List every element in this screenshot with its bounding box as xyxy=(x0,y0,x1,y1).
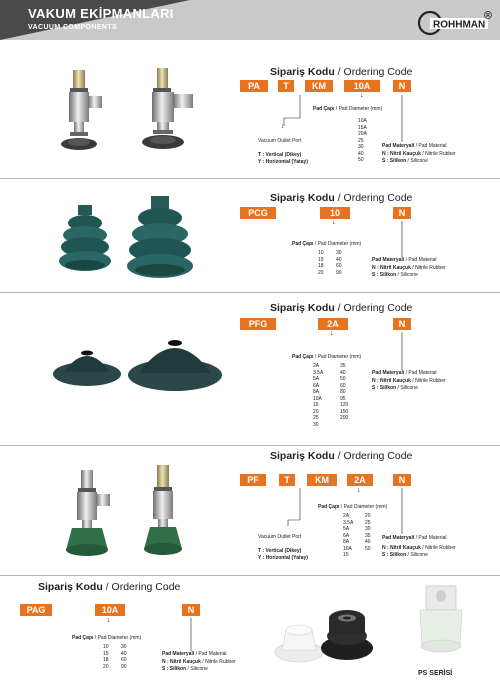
pad-diameter-label: Pad Çapı / Pad Diameter (mm) xyxy=(313,106,383,112)
pad-diameter-label: Pad Çapı / Pad Diameter (mm) xyxy=(292,241,362,247)
arrow-down-icon: ↓ xyxy=(357,487,361,494)
ordering-code-title: Sipariş Kodu / Ordering Code xyxy=(38,581,181,593)
code-box-pad-size: 2A xyxy=(318,318,348,330)
pad-material-nitrile: N : Nitril Kauçuk / Nitrile Rubber xyxy=(162,659,236,665)
pad-material-silicone: S : Silikon / Silicone xyxy=(382,158,428,164)
arrow-down-icon: ↓ xyxy=(332,219,336,226)
ordering-code-title: Sipariş Kodu / Ordering Code xyxy=(270,302,413,314)
pad-size-col-2: 30 40 60 90 xyxy=(121,644,127,670)
port-horizontal: Y : Horizontal (Yatay) xyxy=(258,159,308,165)
pad-diameter-label: Pad Çapı / Pad Diameter (mm) xyxy=(318,504,388,510)
pad-material-title: Pad Materyali / Pad Material xyxy=(162,651,227,657)
code-box-pad-material: N xyxy=(393,207,411,219)
code-box-port: T xyxy=(279,474,295,486)
pad-material-nitrile: N : Nitril Kauçuk / Nitrile Rubber xyxy=(372,265,446,271)
pad-size-col-1: 2A 3.5A 5A 6A 8A 10A 15 xyxy=(343,513,354,558)
pad-material-title: Pad Materyali / Pad Material xyxy=(372,370,437,376)
pad-material-title: Pad Materyali / Pad Material xyxy=(372,257,437,263)
pad-size-list: 10A 15A 20A 25 30 40 50 xyxy=(358,118,367,163)
code-box-material-km: KM xyxy=(307,474,337,486)
code-box-pad-material: N xyxy=(393,474,411,486)
pad-size-col-2: 30 40 60 90 xyxy=(336,250,342,276)
code-box-series: PFG xyxy=(240,318,276,330)
page-subtitle: VACUUM COMPONENTS xyxy=(28,24,118,31)
product-image-pag-black xyxy=(315,598,380,673)
outlet-port-label: Vacuum Outlet Port xyxy=(258,138,302,144)
arrow-down-icon: ↓ xyxy=(107,617,111,624)
pad-material-silicone: S : Silikon / Silicone xyxy=(382,552,428,558)
code-box-series: PF xyxy=(240,474,266,486)
pad-material-nitrile: N : Nitril Kauçuk / Nitrile Rubber xyxy=(372,378,446,384)
pad-diameter-label: Pad Çapı / Pad Diameter (mm) xyxy=(72,635,142,641)
page-title: VAKUM EKİPMANLARI xyxy=(28,6,174,21)
pad-size-col-1: 2A 3.5A 5A 6A 8A 10A 15 20 25 30 xyxy=(313,363,324,428)
pad-material-silicone: S : Silikon / Silicone xyxy=(162,666,208,672)
svg-text:R: R xyxy=(486,13,490,19)
code-box-pad-material: N xyxy=(182,604,200,616)
code-box-pad-size: 10 xyxy=(320,207,350,219)
ordering-code-title: Sipariş Kodu / Ordering Code xyxy=(270,450,413,462)
pad-material-title: Pad Materyali / Pad Material xyxy=(382,143,447,149)
port-vertical: T : Vertical (Dikey) xyxy=(258,152,302,158)
brand-name: ROHHMAN xyxy=(433,19,486,31)
pad-material-nitrile: N : Nitril Kauçuk / Nitrile Rubber xyxy=(382,151,456,157)
ps-series-label: PS SERİSİ xyxy=(418,670,453,677)
pad-material-nitrile: N : Nitril Kauçuk / Nitrile Rubber xyxy=(382,545,456,551)
code-box-port: T xyxy=(278,80,294,92)
code-box-pad-size: 10A xyxy=(344,80,380,92)
ordering-code-title: Sipariş Kodu / Ordering Code xyxy=(270,192,413,204)
product-image-ps-series xyxy=(412,582,472,672)
pad-size-col-2: 20 25 30 35 40 50 xyxy=(365,513,371,552)
arrow-down-icon: ↓ xyxy=(281,123,285,130)
port-vertical: T : Vertical (Dikey) xyxy=(258,548,302,554)
outlet-port-label: Vacuum Outlet Port xyxy=(258,534,302,540)
pad-material-silicone: S : Silikon / Silicone xyxy=(372,272,418,278)
arrow-down-icon: ↓ xyxy=(360,92,364,99)
pad-material-silicone: S : Silikon / Silicone xyxy=(372,385,418,391)
code-box-pad-size: 10A xyxy=(95,604,125,616)
code-box-material-km: KM xyxy=(305,80,333,92)
arrow-down-icon: ↓ xyxy=(330,330,334,337)
code-box-series: PA xyxy=(240,80,268,92)
pad-material-title: Pad Materyali / Pad Material xyxy=(382,535,447,541)
code-box-series: PCG xyxy=(240,207,276,219)
pad-diameter-label: Pad Çapı / Pad Diameter (mm) xyxy=(292,354,362,360)
ordering-code-title: Sipariş Kodu / Ordering Code xyxy=(270,66,413,78)
pad-size-col-1: 10 15 18 20 xyxy=(103,644,109,670)
code-box-pad-material: N xyxy=(393,318,411,330)
code-box-series: PAG xyxy=(20,604,52,616)
pad-size-col-1: 10 15 18 20 xyxy=(318,250,324,276)
code-box-pad-size: 2A xyxy=(347,474,373,486)
code-box-pad-material: N xyxy=(393,80,411,92)
port-horizontal: Y : Horizontal (Yatay) xyxy=(258,555,308,561)
pad-size-col-2: 35 40 50 60 80 95 120 150 200 xyxy=(340,363,349,421)
